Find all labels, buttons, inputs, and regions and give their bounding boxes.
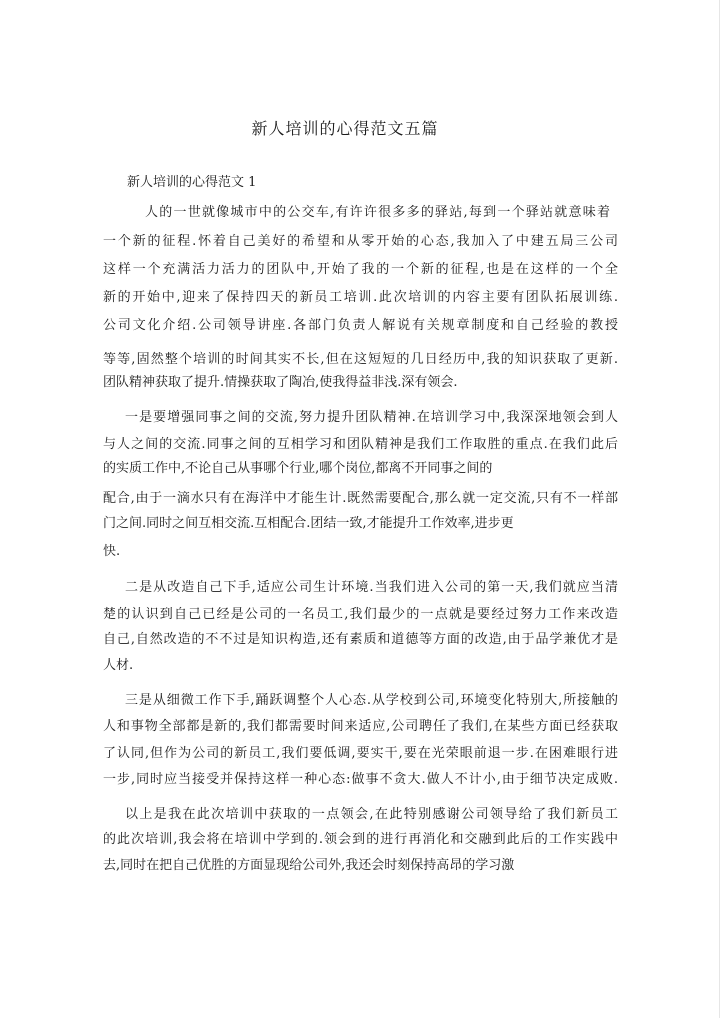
section-heading: 新人培训的心得范文 1 bbox=[127, 175, 257, 190]
paragraph-line: 的此次培训,我会将在培训中学到的.领会到的进行再消化和交融到此后的工作实践中 bbox=[103, 832, 618, 847]
paragraph-line: 这样一个充满活力活力的团队中,开始了我的一个新的征程,也是在这样的一个全 bbox=[103, 262, 618, 277]
paragraph-line: 公司文化介绍.公司领导讲座.各部门负责人解说有关规章制度和自己经验的教授 bbox=[103, 318, 618, 333]
paragraph-line: 新的开始中,迎来了保持四天的新员工培训.此次培训的内容主要有团队拓展训练. bbox=[103, 290, 618, 305]
paragraph-line: 门之间.同时之间互相交流.互相配合.团结一致,才能提升工作效率,进步更 bbox=[103, 516, 514, 531]
paragraph-line: 二是从改造自己下手,适应公司生计环境.当我们进入公司的第一天,我们就应当清 bbox=[125, 580, 618, 595]
paragraph-line: 自己,自然改造的不不过是知识构造,还有素质和道德等方面的改造,由于品学兼优才是 bbox=[103, 632, 618, 647]
paragraph-line: 了认同,但作为公司的新员工,我们要低调,要实干,要在光荣眼前退一步.在困难眼行进 bbox=[103, 746, 618, 761]
paragraph-line: 等等,固然整个培训的时间其实不长,但在这短短的几日经历中,我的知识获取了更新. bbox=[103, 352, 618, 367]
paragraph-line: 人和事物全部都是新的,我们都需要时间来适应,公司聘任了我们,在某些方面已经获取 bbox=[103, 719, 618, 734]
paragraph-line: 团队精神获取了提升.情操获取了陶冶,使我得益非浅.深有领会. bbox=[103, 375, 458, 390]
document-title: 新人培训的心得范文五篇 bbox=[251, 119, 439, 138]
paragraph-line: 配合,由于一滴水只有在海洋中才能生计.既然需要配合,那么就一定交流,只有不一样部 bbox=[103, 491, 618, 506]
paragraph-line: 一是要增强同事之间的交流,努力提升团队精神.在培训学习中,我深深地领会到人 bbox=[125, 410, 618, 425]
paragraph-line: 的实质工作中,不论自己从事哪个行业,哪个岗位,都离不开同事之间的 bbox=[103, 461, 493, 476]
paragraph-line: 一步,同时应当接受并保持这样一种心态:做事不贪大.做人不计小,由于细节决定成败. bbox=[103, 772, 618, 787]
paragraph-line: 快. bbox=[103, 544, 121, 559]
paragraph-line: 三是从细微工作下手,踊跃调整个人心态.从学校到公司,环境变化特别大,所接触的 bbox=[125, 693, 618, 708]
paragraph-line: 人的一世就像城市中的公交车,有许许很多多的驿站,每到一个驿站就意味着 bbox=[145, 205, 610, 220]
paragraph-line: 楚的认识到自己已经是公司的一名员工,我们最少的一点就是要经过努力工作来改造 bbox=[103, 607, 618, 622]
paragraph-line: 去,同时在把自己优胜的方面显现给公司外,我还会时刻保持高昂的学习激 bbox=[103, 858, 515, 873]
paragraph-line: 与人之间的交流.同事之间的互相学习和团队精神是我们工作取胜的重点.在我们此后 bbox=[103, 437, 618, 452]
paragraph-line: 人材. bbox=[103, 658, 134, 673]
paragraph-line: 以上是我在此次培训中获取的一点领会,在此特别感谢公司领导给了我们新员工 bbox=[125, 807, 618, 822]
paragraph-line: 一个新的征程.怀着自己美好的希望和从零开始的心态,我加入了中建五局三公司 bbox=[103, 234, 618, 249]
